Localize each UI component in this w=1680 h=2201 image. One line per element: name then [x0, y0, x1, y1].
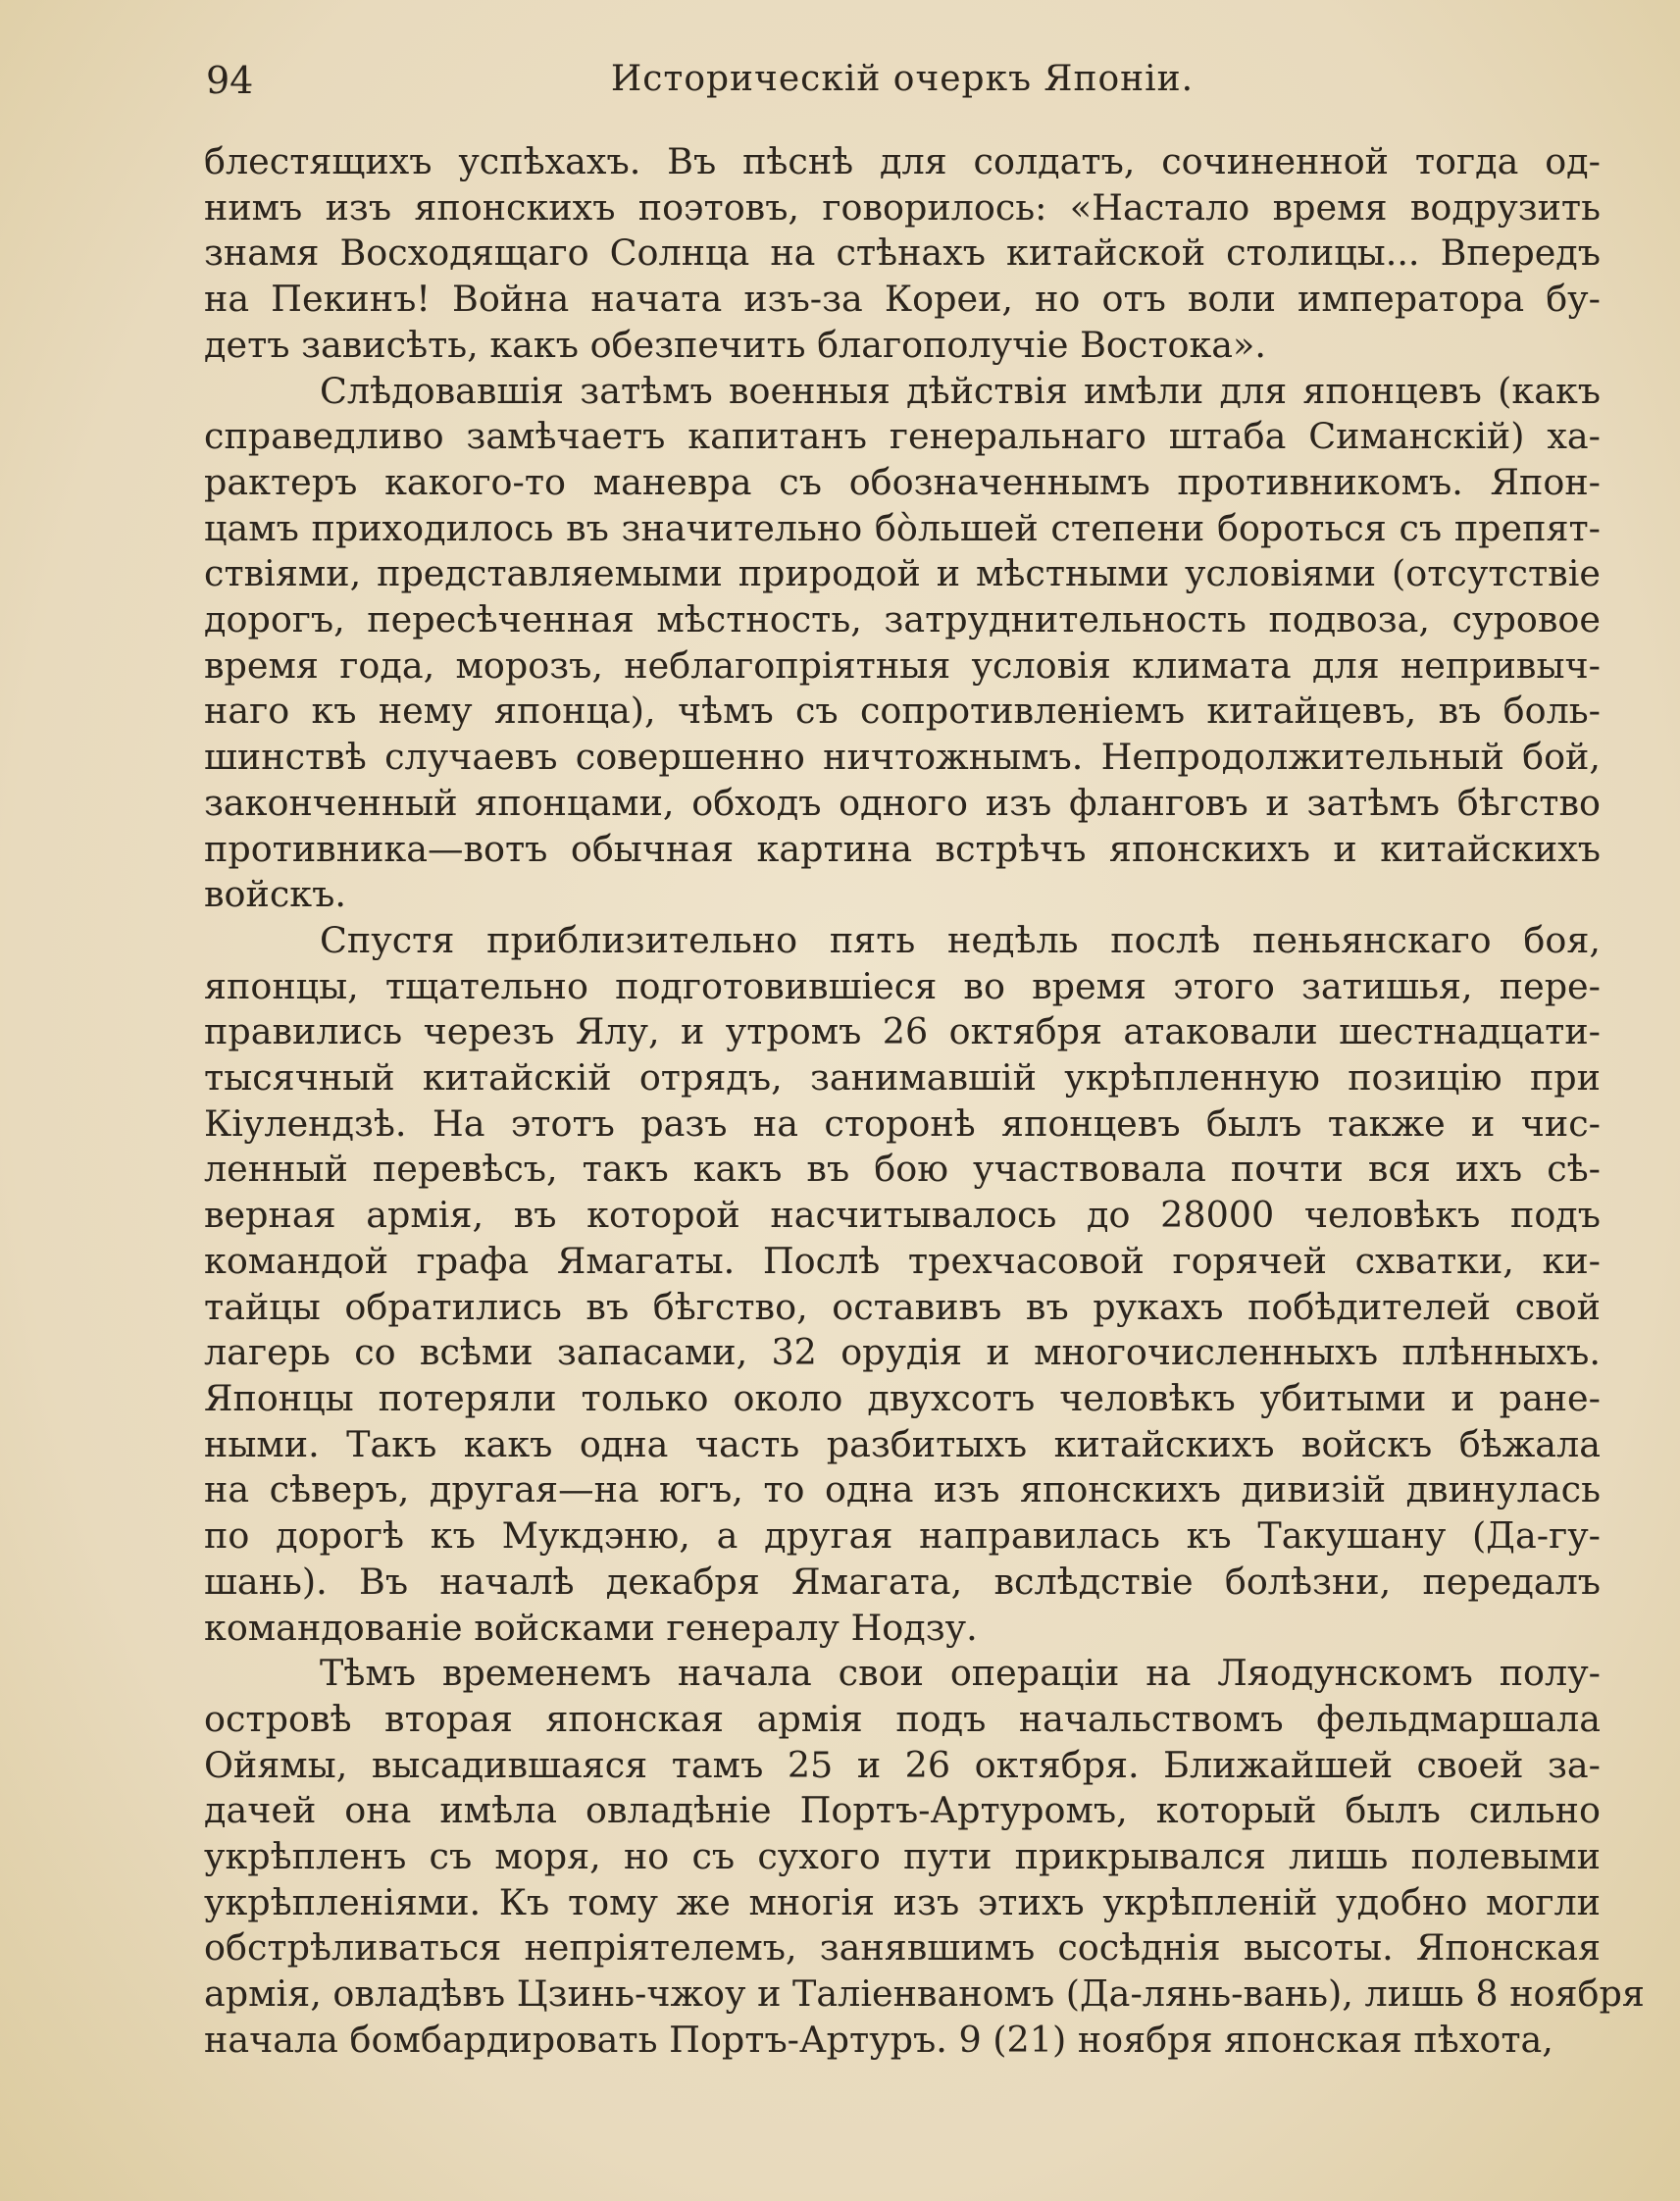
text-line: ными. Такъ какъ одна часть разбитыхъ китайскихъ войскъ бѣжала — [204, 1422, 1601, 1465]
text-line: противника—вотъ обычная картина встрѣчъ японскихъ и китайскихъ — [204, 827, 1601, 870]
text-line: цамъ приходилось въ значительно бо̀льшей степени бороться съ препят- — [204, 506, 1601, 549]
text-line: укрѣпленъ съ моря, но съ сухого пути прикрывался лишь полевыми — [204, 1835, 1601, 1878]
text-line: Слѣдовавшія затѣмъ военныя дѣйствія имѣли для японцевъ (какъ — [320, 369, 1601, 412]
paragraph — [204, 369, 1601, 918]
running-title: Историческій очеркъ Японіи. — [610, 59, 1195, 99]
text-line: начала бомбардировать Портъ-Артуръ. 9 (21) ноября японская пѣхота, — [204, 2018, 1553, 2061]
text-line: законченный японцами, обходъ одного изъ фланговъ и затѣмъ бѣгство — [204, 781, 1601, 824]
text-line: блестящихъ успѣхахъ. Въ пѣснѣ для солдатъ, сочиненной тогда од- — [204, 140, 1601, 182]
text-line: наго къ нему японца), чѣмъ съ сопротивленіемъ китайцевъ, въ боль- — [204, 690, 1601, 733]
text-line: время года, морозъ, неблагопріятныя условія климата для непривыч- — [204, 643, 1601, 687]
text-line: японцы, тщательно подготовившіеся во время этого затишья, пере- — [204, 964, 1601, 1007]
text-line: на Пекинъ! Война начата изъ-за Кореи, но отъ воли императора бу- — [204, 278, 1601, 321]
text-line: Спустя приблизительно пять недѣль послѣ пеньянскаго боя, — [320, 918, 1601, 961]
text-line: армія, овладѣвъ Цзинь-чжоу и Таліенваномъ (Да-лянь-вань), лишь 8 ноября — [204, 1972, 1645, 2016]
paragraph — [204, 139, 1601, 369]
text-line: детъ зависѣть, какъ обезпечить благополучіе Востока». — [204, 323, 1266, 366]
body-text — [204, 139, 1645, 2064]
text-line: дорогъ, пересѣченная мѣстность, затруднительность подвоза, суровое — [204, 598, 1601, 641]
text-line: тайцы обратились въ бѣгство, оставивъ въ рукахъ побѣдителей свой — [204, 1285, 1601, 1328]
text-line: на сѣверъ, другая—на югъ, то одна изъ японскихъ дивизій двинулась — [204, 1468, 1601, 1511]
text-line: верная армія, въ которой насчитывалось до 28000 человѣкъ подъ — [204, 1194, 1601, 1237]
text-line: Японцы потеряли только около двухсотъ человѣкъ убитыми и ране- — [204, 1376, 1601, 1419]
text-line: дачей она имѣла овладѣніе Портъ-Артуромъ, который былъ сильно — [204, 1789, 1601, 1832]
text-line: островѣ вторая японская армія подъ начальствомъ фельдмаршала — [204, 1697, 1601, 1740]
page-number: 94 — [206, 59, 254, 102]
text-line: тысячный китайскій отрядъ, занимавшій укрѣпленную позицію при — [204, 1056, 1601, 1100]
text-line: нимъ изъ японскихъ поэтовъ, говорилось: «Настало время водрузить — [204, 185, 1601, 229]
text-line: рактеръ какого-то маневра съ обозначеннымъ противникомъ. Япон- — [204, 460, 1601, 503]
text-line: Тѣмъ временемъ начала свои операціи на Ляодунскомъ полу- — [320, 1652, 1601, 1695]
paragraph — [204, 918, 1601, 1651]
text-line: командованіе войсками генералу Нодзу. — [204, 1606, 978, 1649]
text-line: правились черезъ Ялу, и утромъ 26 октября атаковали шестнадцати- — [204, 1010, 1601, 1053]
text-line: справедливо замѣчаетъ капитанъ генеральнаго штаба Симанскій) ха- — [204, 415, 1601, 458]
paragraph — [204, 1651, 1645, 2063]
text-line: войскъ. — [204, 873, 346, 916]
text-line: Кіулендзѣ. На этотъ разъ на сторонѣ японцевъ былъ также и чис- — [204, 1101, 1601, 1145]
text-line: обстрѣливаться непріятелемъ, занявшимъ сосѣднія высоты. Японская — [204, 1926, 1601, 1970]
text-line: укрѣпленіями. Къ тому же многія изъ этихъ укрѣпленій удобно могли — [204, 1880, 1601, 1923]
text-line: ствіями, представляемыми природой и мѣстными условіями (отсутствіе — [204, 552, 1601, 595]
page-header — [206, 59, 1599, 106]
text-line: командой графа Ямагаты. Послѣ трехчасовой горячей схватки, ки- — [204, 1239, 1601, 1282]
text-line: шань). Въ началѣ декабря Ямагата, вслѣдствіе болѣзни, передалъ — [204, 1560, 1601, 1603]
text-line: знамя Восходящаго Солнца на стѣнахъ китайской столицы... Впередъ — [204, 231, 1601, 275]
text-line: лагерь со всѣми запасами, 32 орудія и многочисленныхъ плѣнныхъ. — [204, 1331, 1601, 1374]
text-line: по дорогѣ къ Мукдэню, а другая направилась къ Такушану (Да-гу- — [204, 1514, 1601, 1558]
text-line: шинствѣ случаевъ совершенно ничтожнымъ. Непродолжительный бой, — [204, 736, 1601, 779]
text-line: ленный перевѣсъ, такъ какъ въ бою участвовала почти вся ихъ сѣ- — [204, 1148, 1601, 1191]
text-line: Ойямы, высадившаяся тамъ 25 и 26 октября. Ближайшей своей за- — [204, 1743, 1601, 1786]
